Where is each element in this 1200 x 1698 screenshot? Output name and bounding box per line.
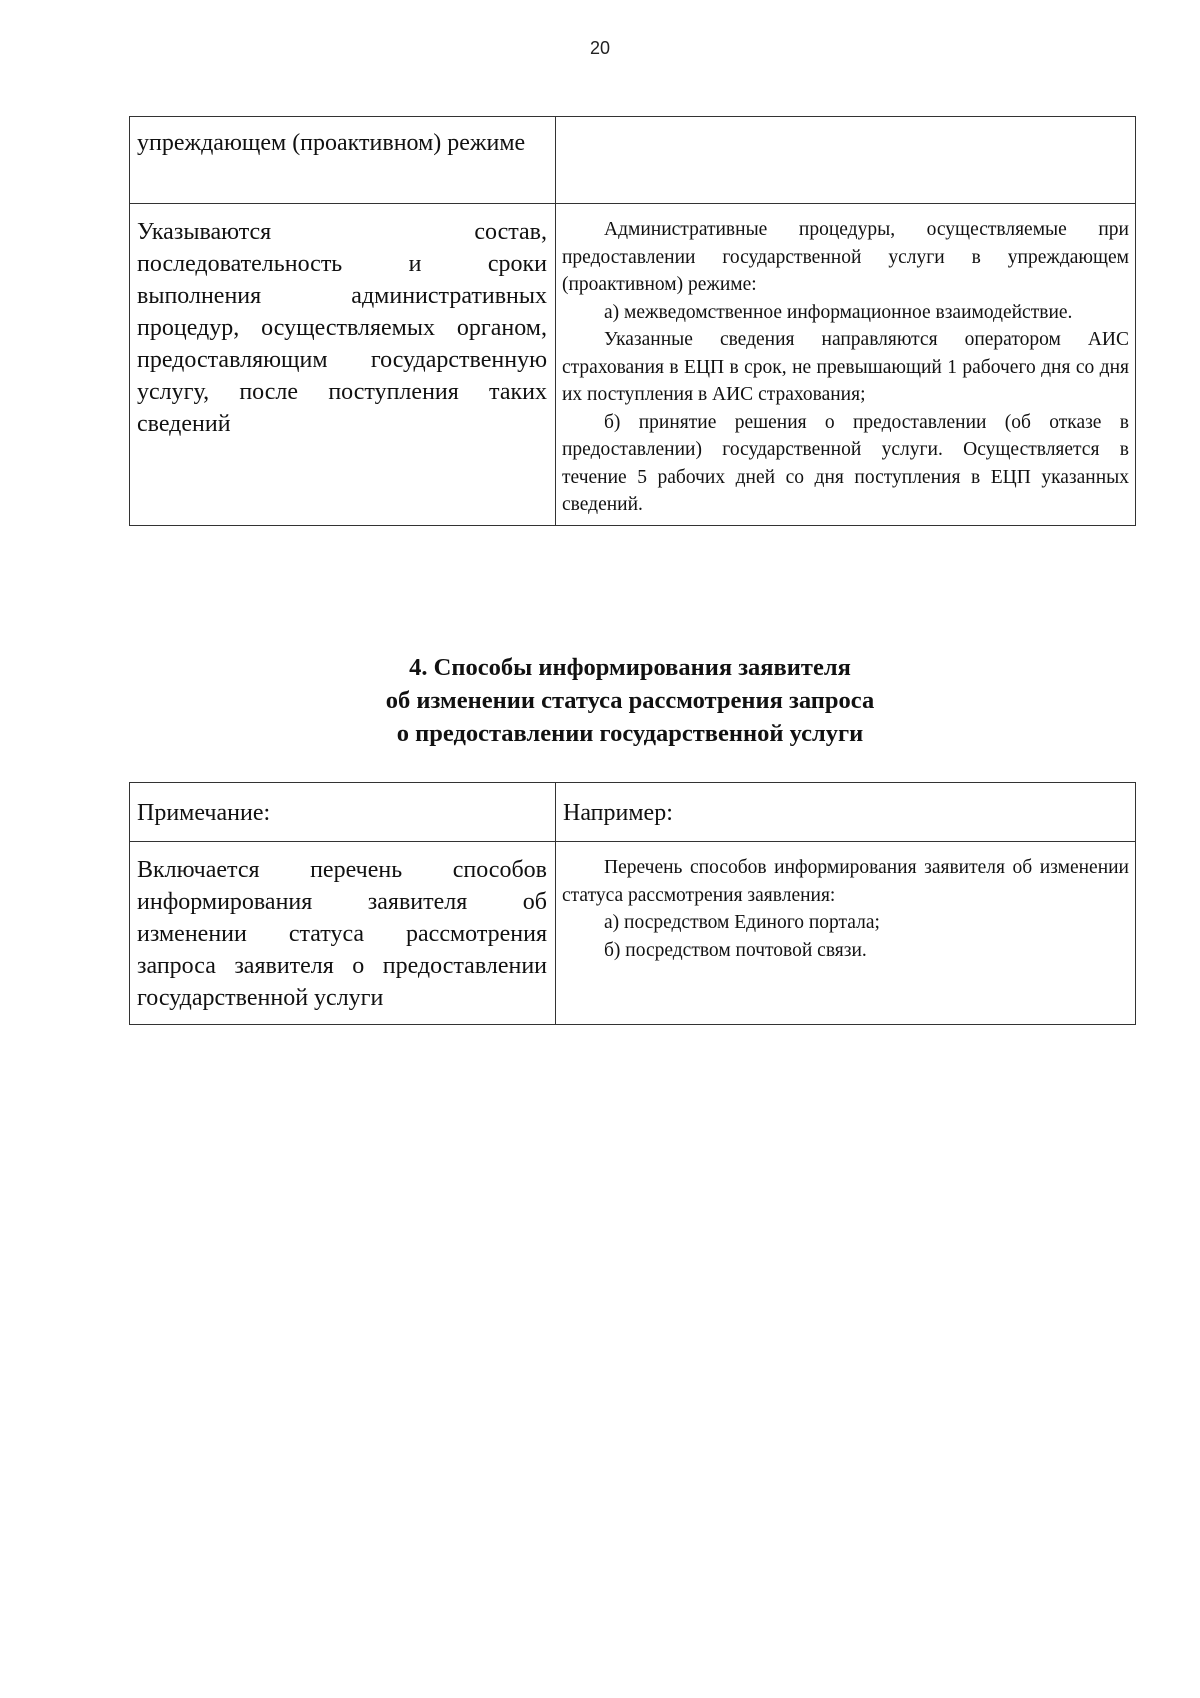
paragraph: а) посредством Единого портала; <box>604 912 880 933</box>
table-header-right <box>556 783 1136 842</box>
table-header-left <box>130 783 556 842</box>
paragraph: б) принятие решения о предоставлении (об отказе в предоставлении) государственной услуги. Осуществляется в течение 5 рабочих дней со дня поступления в ЕЦП указанных сведений. <box>562 411 1129 515</box>
paragraph: б) посредством почтовой связи. <box>604 939 867 961</box>
table-cell-right <box>556 204 1136 526</box>
header-text: Например: <box>563 800 673 826</box>
paragraph: Указанные сведения направляются оператором АИС страхования в ЕЦП в срок, не превышающий 1 рабочего дня со дня их поступления в АИС страхования; <box>562 329 1129 405</box>
cell-text: упреждающем (проактивном) режиме <box>137 130 526 156</box>
table-cell-left <box>130 117 556 204</box>
paragraph: Перечень способов информирования заявителя об изменении статуса рассмотрения заявления: <box>562 857 1129 906</box>
page-number: 20 <box>589 38 611 58</box>
cell-paragraphs <box>556 204 1135 525</box>
header-text: Примечание: <box>137 800 271 826</box>
section-title-line: 4. Способы информирования заявителя <box>409 654 851 681</box>
cell-paragraphs <box>556 842 1135 970</box>
table-row <box>130 117 1136 204</box>
cell-text: Указываются состав, последовательность и сроки выполнения административных процедур, осуществляемых органом, предоставляющим государственную услугу, после поступления таких сведений <box>137 219 547 437</box>
table-row <box>130 204 1136 526</box>
table-cell-right <box>556 842 1136 1025</box>
paragraph: а) межведомственное информационное взаимодействие. <box>604 301 1073 323</box>
table-cell-left <box>130 204 556 526</box>
table-header-row <box>130 783 1136 842</box>
section-title-line: о предоставлении государственной услуги <box>396 720 864 747</box>
section-title <box>0 651 1200 750</box>
cell-text: Включается перечень способов информирования заявителя об изменении статуса рассмотрения запроса заявителя о предоставлении государственной услуги <box>137 857 547 1011</box>
paragraph: Административные процедуры, осуществляемые при предоставлении государственной услуги в упреждающем (проактивном) режиме: <box>562 219 1129 295</box>
procedures-table <box>129 116 1136 526</box>
table-cell-right <box>556 117 1136 204</box>
table-cell-left <box>130 842 556 1025</box>
informing-methods-table <box>129 782 1136 1025</box>
section-title-line: об изменении статуса рассмотрения запроса <box>385 687 875 714</box>
table-row <box>130 842 1136 1025</box>
